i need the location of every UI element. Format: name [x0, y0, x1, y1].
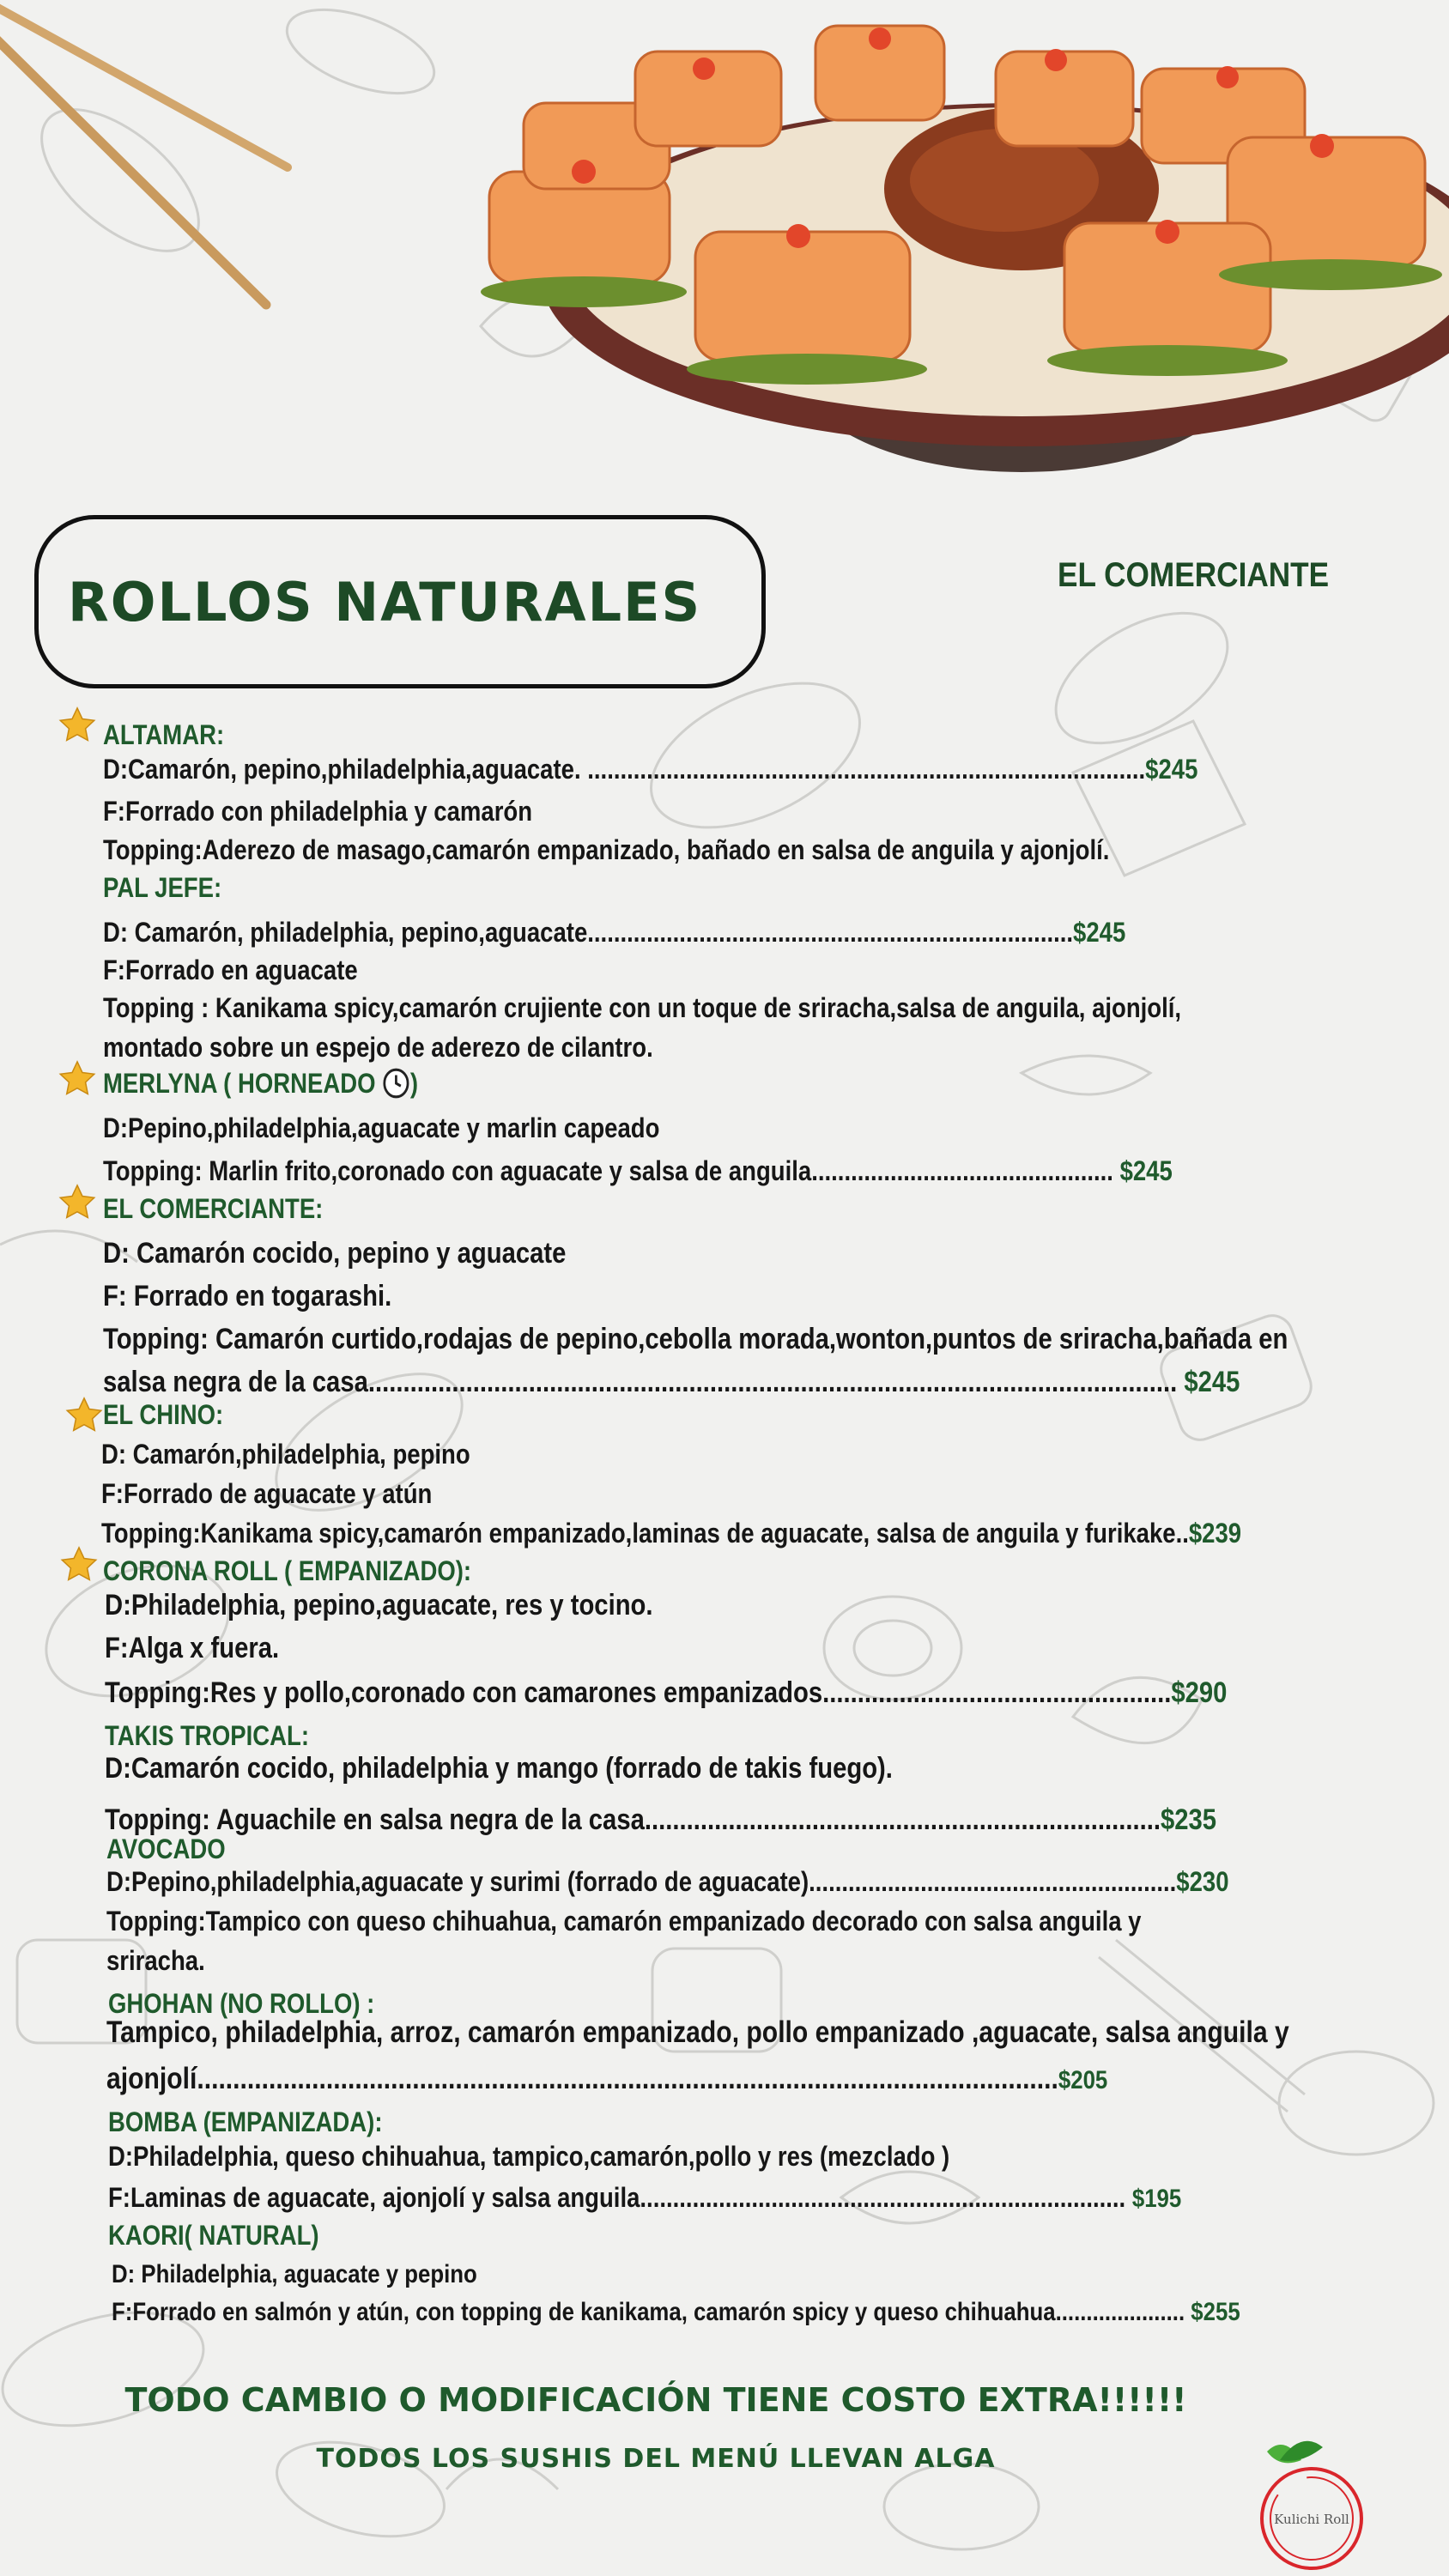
- item-name: AVOCADO: [106, 1834, 226, 1864]
- item-line: salsa negra de la casa.................................................................................................................... $245: [103, 1366, 1240, 1398]
- item-line-text: D:Camarón, pepino,philadelphia,aguacate.: [103, 754, 581, 785]
- item-line-text: Topping:Kanikama spicy,camarón empanizado,laminas de aguacate, salsa de anguila y furikake..: [101, 1518, 1189, 1549]
- item-price: $239: [1188, 1518, 1242, 1549]
- item-price: $245: [1073, 917, 1126, 948]
- item-line: D: Camarón,philadelphia, pepino: [101, 1439, 470, 1470]
- page-title: ROLLOS NATURALES: [68, 570, 702, 633]
- extra-cost-note: TODO CAMBIO O MODIFICACIÓN TIENE COSTO EXTRA!!!!!!: [124, 2381, 1187, 2419]
- item-line: Topping: Aguachile en salsa negra de la casa..........................................................................$235: [105, 1803, 1217, 1836]
- item-line: Topping:Res y pollo,coronado con camarones empanizados..................................................$290: [105, 1676, 1228, 1709]
- item-line: F:Forrado con philadelphia y camarón: [103, 796, 533, 827]
- item-line: Topping : Kanikama spicy,camarón crujiente con un toque de sriracha,salsa de anguila, ajonjolí,: [103, 992, 1182, 1023]
- item-line: Tampico, philadelphia, arroz, camarón empanizado, pollo empanizado ,aguacate, salsa anguila y: [106, 2015, 1289, 2049]
- item-line: F: Forrado en togarashi.: [103, 1280, 392, 1312]
- seaweed-note: TODOS LOS SUSHIS DEL MENÚ LLEVAN ALGA: [316, 2444, 996, 2474]
- star-icon: [64, 1396, 105, 1435]
- item-price: $245: [1119, 1155, 1173, 1186]
- item-price: $245: [1184, 1366, 1240, 1398]
- item-price: $245: [1145, 754, 1198, 785]
- item-line: D:Philadelphia, queso chihuahua, tampico,camarón,pollo y res (mezclado ): [108, 2141, 950, 2172]
- star-icon: [57, 1183, 98, 1222]
- chopsticks-icon: [0, 0, 292, 326]
- restaurant-brand: EL COMERCIANTE: [1058, 556, 1330, 594]
- item-line-text: D: Camarón, philadelphia, pepino,aguacate.: [103, 917, 594, 948]
- item-name: BOMBA (EMPANIZADA):: [108, 2106, 383, 2137]
- clock-icon: [382, 1067, 410, 1100]
- item-line-text: Topping: Aguachile en salsa negra de la casa: [105, 1803, 645, 1836]
- item-line: Topping: Marlin frito,coronado con aguacate y salsa de anguila.............................................. $245: [103, 1155, 1173, 1186]
- item-line-text: Topping:Res y pollo,coronado con camarones empanizados: [105, 1676, 823, 1709]
- kulichi-roll-logo: [1233, 2426, 1384, 2572]
- item-line: F:Forrado en salmón y atún, con topping de kanikama, camarón spicy y queso chihuahua..................... $255: [112, 2298, 1240, 2326]
- sushi-platter-image: [403, 0, 1449, 506]
- item-name: ALTAMAR:: [103, 719, 225, 750]
- item-price: $235: [1161, 1803, 1217, 1836]
- item-line: F:Forrado en aguacate: [103, 955, 358, 985]
- item-line: D:Camarón cocido, philadelphia y mango (forrado de takis fuego).: [105, 1752, 893, 1785]
- item-price: $290: [1171, 1676, 1228, 1709]
- item-line: D:Pepino,philadelphia,aguacate y surimi (forrado de aguacate)........................................................$230: [106, 1866, 1229, 1897]
- item-line-text: F:Laminas de aguacate, ajonjolí y salsa anguila: [108, 2182, 640, 2213]
- item-name-suffix: ): [409, 1068, 419, 1099]
- star-icon: [57, 706, 98, 745]
- item-line: D: Philadelphia, aguacate y pepino: [112, 2260, 477, 2288]
- item-line: ajonjolí........................................................................................................................$205: [106, 2062, 1108, 2095]
- item-line: F:Forrado de aguacate y atún: [101, 1478, 433, 1509]
- item-line-text: D:Pepino,philadelphia,aguacate y surimi (forrado de aguacate): [106, 1866, 809, 1897]
- item-price: $255: [1191, 2298, 1240, 2326]
- item-line: D: Camarón, philadelphia, pepino,aguacate..........................................................................$245: [103, 917, 1126, 948]
- item-line: [101, 1516, 1241, 1550]
- item-name: GHOHAN (NO ROLLO) :: [108, 1988, 375, 2019]
- item-price: $230: [1176, 1866, 1229, 1897]
- item-line: F:Laminas de aguacate, ajonjolí y salsa anguila.......................................................................... $195: [108, 2182, 1182, 2213]
- item-line-text: salsa negra de la casa: [103, 1366, 368, 1398]
- item-line: Topping: Camarón curtido,rodajas de pepino,cebolla morada,wonton,puntos de sriracha,bañada en: [103, 1323, 1288, 1355]
- item-line: D: Camarón cocido, pepino y aguacate: [103, 1237, 567, 1270]
- item-line: Topping:Tampico con queso chihuahua, camarón empanizado decorado con salsa anguila y: [106, 1906, 1142, 1937]
- star-icon: [58, 1545, 100, 1585]
- item-name: CORONA ROLL ( EMPANIZADO):: [103, 1555, 472, 1586]
- item-name: EL COMERCIANTE:: [103, 1193, 324, 1224]
- item-price: $205: [1058, 2066, 1108, 2094]
- item-name: TAKIS TROPICAL:: [105, 1720, 309, 1751]
- item-name-text: MERLYNA ( HORNEADO: [103, 1068, 376, 1099]
- item-line: Topping:Aderezo de masago,camarón empanizado, bañado en salsa de anguila y ajonjolí.: [103, 834, 1110, 865]
- item-line-text: Topping: Marlin frito,coronado con aguacate y salsa de anguila: [103, 1155, 812, 1186]
- item-name: [103, 1066, 418, 1100]
- item-line: sriracha.: [106, 1945, 205, 1976]
- item-line: F:Alga x fuera.: [105, 1632, 280, 1664]
- item-line: D:Philadelphia, pepino,aguacate, res y tocino.: [105, 1589, 653, 1621]
- item-name: KAORI( NATURAL): [108, 2220, 319, 2251]
- item-line-text: F:Forrado en salmón y atún, con topping de kanikama, camarón spicy y queso chihuahua: [112, 2298, 1056, 2326]
- item-price: $195: [1131, 2185, 1182, 2213]
- item-line: montado sobre un espejo de aderezo de cilantro.: [103, 1032, 653, 1063]
- item-name: EL CHINO:: [103, 1399, 224, 1430]
- logo-text: Kulichi Roll: [1274, 2512, 1349, 2527]
- item-name: PAL JEFE:: [103, 872, 222, 903]
- item-line: D:Pepino,philadelphia,aguacate y marlin capeado: [103, 1112, 660, 1143]
- item-line-text: ajonjolí: [106, 2062, 197, 2095]
- item-line: D:Camarón, pepino,philadelphia,aguacate. .....................................................................................$245: [103, 754, 1198, 785]
- star-icon: [57, 1059, 98, 1099]
- section-title-box: [34, 515, 766, 688]
